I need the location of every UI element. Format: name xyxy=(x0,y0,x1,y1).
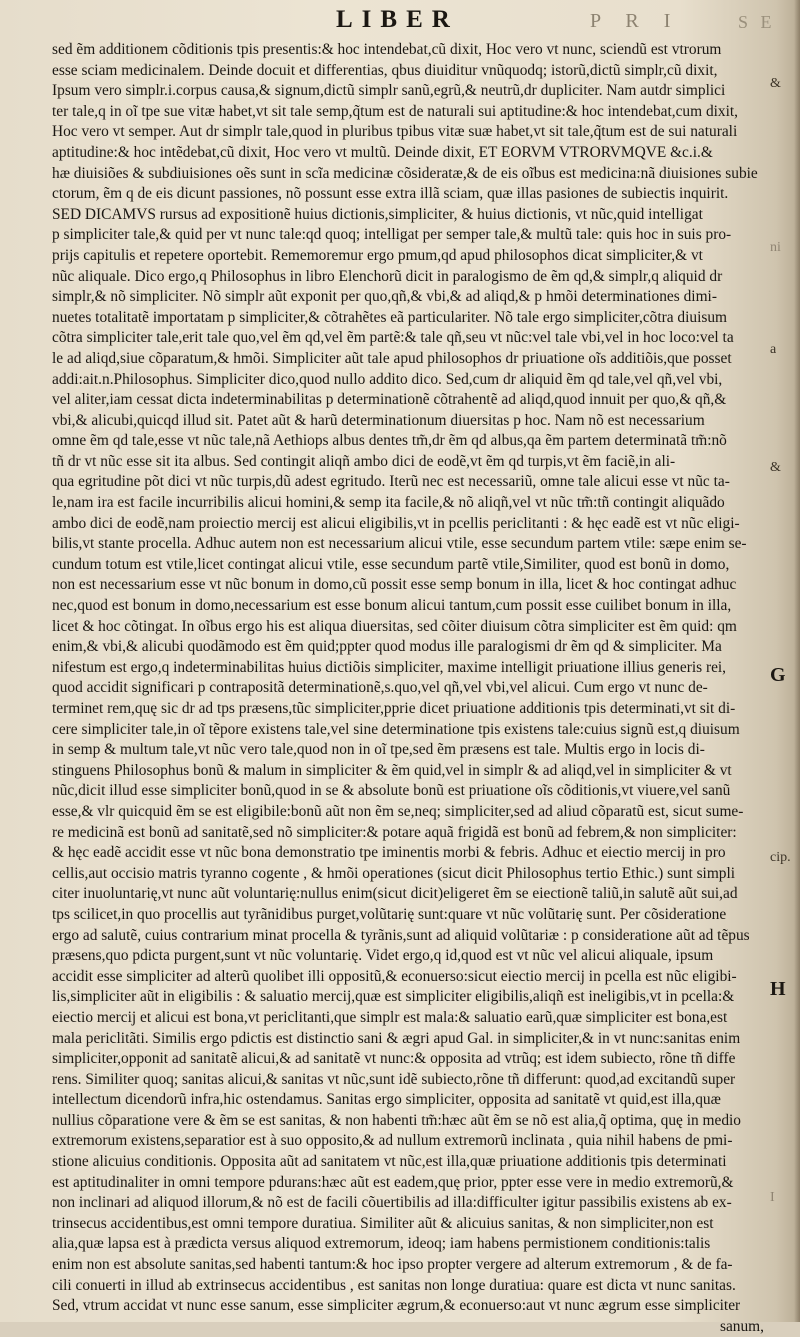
text-line: nũc aliquale. Dico ergo,q Philosophus in libro Elenchorũ dicit in paralogismo de ẽm qd,& simplr,q aliquid dr xyxy=(52,267,723,285)
page-edge-shadow xyxy=(794,0,800,1322)
text-line: est aptitudinaliter in omni tempore pdurans:hæc aũt est eadem,quę prior, ppter esse vere in medio extremorũ,& xyxy=(52,1173,734,1191)
text-line: qua egritudine põt dici vt nũc turpis,dũ adest egritudo. Iterũ nec est necessariũ, omne tale alicui esse vt nũc ta- xyxy=(52,473,730,491)
text-line: intellectum dicendorũ infra,hic ostendamus. Sanitas ergo simpliciter, opposita ad sanitatẽ vt quid,est illa,quæ xyxy=(52,1091,721,1109)
text-line: cellis,aut occisio matris tyranno cogente , & hmõi operationes (sicut dicit Philosophus tertio Ethic.) sunt simpli xyxy=(52,864,736,882)
text-line: cõtra simpliciter tale,erit tale quo,vel ẽm qd,vel ẽm partẽ:& tale qñ,seu vt nũc:vel tale vbi,vel in hoc loco:vel ta xyxy=(52,329,734,347)
text-line: stione alicuius conditionis. Opposita aũt ad sanitatem vt nũc,est illa,quæ priuatione additionis tpis determinati xyxy=(52,1153,727,1171)
text-line: sanum, xyxy=(719,1317,764,1335)
text-line: simpliciter,opponit ad sanitatẽ alicui,& ad sanitatẽ vt nunc:& opposita ad vtrũq; est idem subiecto, rõne tñ diffe xyxy=(52,1050,736,1068)
margin-mark: a xyxy=(770,342,777,357)
text-line: vbi,& alicubi,quicqd illud sit. Patet aũt & harũ determinationum diuersitas p hoc. Nam nõ est necessarium xyxy=(52,411,705,429)
text-line: sed ẽm additionem cõditionis tpis presentis:& hoc intendebat,cũ dixit, Hoc vero vt nunc, sciendũ est vtrorum xyxy=(52,41,722,58)
text-line: enim,& vbi,& alicubi quodãmodo est ẽm quid;ppter quod modus ille paralogismi dr ẽm qd & simpliciter. Ma xyxy=(52,638,722,656)
text-line: trinsecus accidentibus,est omni tempore duratiua. Similiter aũt & alicuius sanitas, & non simpliciter,non est xyxy=(52,1214,714,1232)
text-line: ergo ad salutẽ, cuius contrarium minat procella & tyrãnis,sunt ad aliquid volũtariæ : p consideratione aũt ad tẽpus xyxy=(52,926,750,944)
text-line: p simpliciter tale,& quid per vt nunc tale:qd quoq; intelligat per semper tale,& multũ tale: quis hoc in suis pro- xyxy=(52,226,732,244)
text-line: tps scilicet,in quo procellis aut tyrãnidibus purget,volũtarię sunt:quare vt nũc volũtarię sunt. Per cõsideratione xyxy=(52,905,727,923)
text-line: le ad aliqd,siue cõparatum,& hmõi. Simpliciter aũt tale apud philosophos dr priuatione oĩs additiõis,que posset xyxy=(52,349,732,367)
text-line: eiectio mercij et alicui est bona,vt periclitanti,que simplr est mala:& saluatio earũ,quæ simpliciter est bona,est xyxy=(52,1008,728,1026)
text-line: omne ẽm qd tale,esse vt nũc tale,nã Aethiops albus dentes tm̃,dr ẽm qd albus,qa ẽm partem determinatã tm̃:nõ xyxy=(52,432,727,450)
running-head: LIBER xyxy=(336,6,459,33)
text-line: citer inuoluntarię,vt nunc aũt voluntarię:nullus enim(sicut dicit)eligeret ẽm se eiectionẽ taliũ,in salutẽ aũt sui,ad xyxy=(52,885,738,903)
text-line: nec,quod est bonum in domo,necessarium est esse bonum alicui tantum,cum possit esse cuilibet bonum in illa, xyxy=(52,597,732,615)
text-line: accidit esse simpliciter ad alterũ quolibet illi oppositũ,& econuerso:sicut eiectio mercij in pcella est nũc eligibi- xyxy=(52,967,737,985)
facing-page-running-head: P R I xyxy=(590,10,681,32)
text-line: quod accidit significari p contrapositã determinationẽ,s.quo,vel qñ,vel vbi,vel alicui. Cum ergo vt nunc de- xyxy=(52,679,708,697)
page-header xyxy=(0,4,800,44)
text-line: le,nam ira est facile incurribilis alicui homini,& semp ita facile,& nõ aliqñ,vel vt nũc tm̃:tñ contingit aliquãdo xyxy=(52,494,725,512)
margin-letter-g: G xyxy=(770,664,786,686)
text-line: bilis,vt stante procella. Adhuc autem non est necessarium alicui vtile, esse secundum partem vtile: sæpe enim se- xyxy=(52,535,747,553)
text-line: addi:ait.n.Philosophus. Simpliciter dico,quod nullo addito dico. Sed,cum dr aliquid ẽm qd tale,vel qñ,vel vbi, xyxy=(52,370,723,388)
margin-mark: & xyxy=(770,76,781,91)
text-line: mala periclitãti. Similis ergo pdictis est distinctio sani & ægri apud Gal. in simpliciter,& in vt nunc:sanitas enim xyxy=(52,1029,741,1047)
text-line: ctorum, ẽm q de eis dicunt passiones, nõ possunt esse extra illã sciam, quæ illas pasiones de subiectis inquirit. xyxy=(52,185,729,203)
margin-mark: & xyxy=(770,460,781,475)
text-line: cere simpliciter tale,in oĩ tẽpore existens tale,vel sine determinatione tpis existens tale:cuius signũ est,q diuisum xyxy=(52,720,740,738)
text-line: ter tale,q in oĩ tpe sue vitæ habet,vt sit tale semp,q̃tum est de naturali sui aptitudine:& hoc intendebat,cum dixit, xyxy=(52,102,739,120)
text-line: extremorum existens,separatior est à suo opposito,& ad nullum extremorũ inclinata , quia nihil habens de pmi- xyxy=(52,1132,733,1150)
text-line: vel aliter,iam cessat dicta indeterminabilitas p determinationẽ cõtrahentẽ ad aliqd,quod innuit per quo,& qñ,& xyxy=(52,391,727,409)
text-line: rens. Similiter quoq; sanitas alicui,& sanitas vt nũc,sunt idẽ subiecto,rõne tñ differunt: quod,ad excitandũ super xyxy=(52,1070,736,1088)
text-line: re medicinã est bonũ ad sanitatẽ,sed nõ simpliciter:& potare aquã frigidã est bonũ ad febrem,& non simpliciter: xyxy=(52,823,737,841)
text-line: nullius cõparatione vere & ẽm se est sanitas, & non habenti tm̃:hæc aũt ẽm se nõ est alia,q̃ optima, quę in medio xyxy=(52,1111,741,1129)
text-line: nuetes totalitatẽ importatam p simpliciter,& cõtrahẽtes eã particulariter. Nõ tale ergo simpliciter,cõtra diuisum xyxy=(52,308,728,326)
text-line: alia,quæ lapsa est à prædicta versus aliquod extremorum, ideoq; iam habens permistionem conditionis:talis xyxy=(52,1235,711,1253)
text-line: hæ diuisiões & subdiuisiones oẽs sunt in scĩa medicinæ cõsideratæ,& de eis oĩbus est medicina:nã diuisiones subie xyxy=(52,164,758,182)
text-line: SED DICAMVS rursus ad expositionẽ huius dictionis,simpliciter, & huius dictionis, vt nũc,quid intelligat xyxy=(52,205,703,223)
text-line: ambo dici de eodẽ,nam proiectio mercij est alicui eligibilis,vt in pcellis periclitanti : & hęc eadẽ est vt nũc eligi- xyxy=(52,514,740,532)
margin-letter-h: H xyxy=(770,978,786,1000)
text-line: prijs capitulis et repetere oportebit. Rememoremur ergo pmum,qd apud philosophos dicat simpliciter,& vt xyxy=(52,246,703,264)
text-line: in semp & multum tale,vt nũc vero tale,quod non in oĩ tpe,sed ẽm præsens est tale. Multis ergo in locis di- xyxy=(52,741,705,759)
text-line: esse sciam medicinalem. Deinde docuit et differentias, qbus diuiditur vnũquodq; istorũ,dictũ simplr,cũ dixit, xyxy=(52,61,718,79)
text-line: nũc,dicit illud esse simpliciter bonũ,quod in se & absolute bonũ est priuatione oĩs cõditionis,vt viuere,vel sanũ xyxy=(52,782,731,800)
margin-letter-i: I xyxy=(770,1190,775,1205)
text-line: & hęc eadẽ accidit esse vt nũc bona demonstratio tpe iminentis morbi & febris. Adhuc et eiectio mercij in pro xyxy=(52,844,726,862)
text-line: cundum totum est vtile,licet contingat alicui vtile, esse secundum partẽ vtile,Similiter, quod est bonũ in domo, xyxy=(52,555,730,573)
text-line: Hoc vero vt semper. Aut dr simplr tale,quod in pluribus tpibus vitæ suæ habet,vt sit tale,q̃tum est de sui naturali xyxy=(52,123,738,141)
body-text xyxy=(52,40,764,1335)
text-line: simplr,& nõ simpliciter. Nõ simplr aũt exponit per quo,qñ,& vbi,& ad aliqd,& p hmõi determinationes dimi- xyxy=(52,288,717,306)
text-line: præsens,quo pdicta purgent,sunt vt nũc voluntarię. Videt ergo,q id,quod est vt nũc vel alicui aliquale, ipsum xyxy=(52,947,714,965)
text-line: esse,& vlr quicquid ẽm se est eligibile:bonũ aũt non ẽm se,neq; simpliciter,sed ad aliud cõparatũ est, sicut sume- xyxy=(52,802,744,820)
text-line: nifestum est ergo,q indeterminabilitas huius dictiõis simpliciter, maxime intelligit priuatione illius generis rei, xyxy=(52,658,727,676)
text-line: non inclinari ad aliquod illorum,& nõ est de facili cõuertibilis ad illa:difficulter igitur passibilis existens ab ex- xyxy=(52,1194,732,1212)
text-line: terminet rem,quę sic dr ad tps præsens,tũc simpliciter,pprie dicet priuatione additionis tpis determinati,vt sit di- xyxy=(52,700,736,717)
text-line: stinguens Philosophus bonũ & malum in simpliciter & ẽm quid,vel in simplr & ad aliqd,vel in simpliciter & vt xyxy=(52,761,732,779)
text-line: non est necessarium esse vt nũc bonum in domo,cũ possit esse semp bonum in illa, licet & hoc contingat adhuc xyxy=(52,576,737,594)
text-line: enim non est absolute sanitas,sed habenti tantum:& hoc ipso propter vergere ad alterum extremorum , & de fa- xyxy=(52,1256,733,1274)
text-line: licet & hoc cõtingat. In oĩbus ergo his est aliqua diuersitas, sed cõiter diuisum cõtra simpliciter est ẽm quid: qm xyxy=(52,617,737,635)
facing-page-running-head-tail: S E xyxy=(738,12,776,32)
text-line: Sed, vtrum accidat vt nunc esse sanum, esse simpliciter ægrum,& econuerso:aut vt nunc ægrum esse simpliciter xyxy=(52,1297,741,1315)
text-line: tñ dr vt nũc esse sit ita albus. Sed contingit aliqñ ambo dici de eodẽ,vt ẽm qd turpis,vt ẽm faciẽ,in ali- xyxy=(52,452,676,470)
text-line: Ipsum vero simplr.i.corpus causa,& signum,dictũ simplr sanũ,egrũ,& neutrũ,dr dupliciter. Nam autdr simplici xyxy=(52,82,726,100)
text-line: lis,simpliciter aũt in eligibilis : & saluatio mercij,quæ est simpliciter eligibilis,aliqñ est ineligibis,vt in pcella:& xyxy=(52,988,735,1006)
text-line: aptitudine:& hoc intẽdebat,cũ dixit, Hoc vero vt multũ. Deinde dixit, ET EORVM VTRORVMQVE &c.i.& xyxy=(52,143,713,161)
margin-mark: ni xyxy=(770,240,781,255)
margin-mark: cip. xyxy=(770,850,791,865)
text-line: cili conuerti in illud ab extrinsecus accidentibus , est sanitas non longe duratiua: quare est dicta vt nunc sanitas. xyxy=(52,1276,736,1294)
